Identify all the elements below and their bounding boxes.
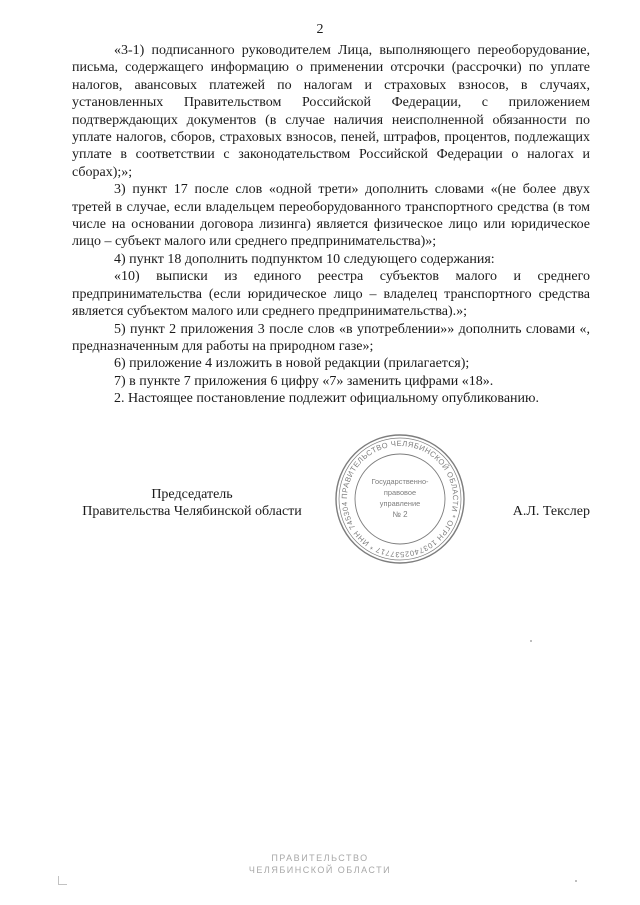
- seal-center-line-1: Государственно-: [371, 477, 429, 486]
- signatory-title-line-1: Председатель: [151, 487, 233, 502]
- signatory-title: [72, 486, 312, 521]
- scan-speck: [530, 640, 532, 642]
- paragraph-item-4: 4) пункт 18 дополнить подпунктом 10 следующего содержания:: [114, 251, 495, 267]
- paragraph-publication: 2. Настоящее постановление подлежит официальному опубликованию.: [114, 391, 539, 407]
- document-body: [72, 42, 590, 408]
- seal-center-line-3: управление: [379, 499, 421, 508]
- footer-line-2: ЧЕЛЯБИНСКОЙ ОБЛАСТИ: [248, 865, 392, 875]
- signatory-name: А.Л. Текслер: [512, 504, 590, 519]
- footer-line-1: ПРАВИТЕЛЬСТВО: [271, 853, 369, 863]
- seal-ring-text: ПРАВИТЕЛЬСТВО ЧЕЛЯБИНСКОЙ ОБЛАСТИ * ОГРН 1037402537717 * ИНН 745304: [339, 438, 461, 560]
- paragraph-subitem-10: «10) выписки из единого реестра субъектов малого и среднего предпринимательства (если юридическое лицо – владелец транспортного средства является субъектом малого или среднего предпринимательства).»;: [72, 269, 590, 320]
- paragraph-item-5: 5) пункт 2 приложения 3 после слов «в употреблении»» дополнить словами «, предназначенным для работы на природном газе»;: [72, 321, 590, 354]
- paragraph-item-6: 6) приложение 4 изложить в новой редакции (прилагается);: [114, 356, 470, 372]
- scan-speck: [575, 880, 577, 882]
- scan-corner-mark: [58, 876, 67, 885]
- paragraph-item-7: 7) в пункте 7 приложения 6 цифру «7» заменить цифрами «18».: [114, 373, 494, 389]
- paragraph-item-3: 3) пункт 17 после слов «одной трети» дополнить словами «(не более двух третей в случае, если владельцем переоборудованного транспортного средства (в том числе на основании договора лизинга) является физическое лицо или юридическое лицо – субъект малого или среднего предпринимательства)»;: [72, 182, 590, 250]
- signature-block: [72, 486, 590, 526]
- paragraph-3-1: «3-1) подписанного руководителем Лица, выполняющего переоборудование, письма, содержащего информацию о применении отсрочки (рассрочки) по уплате налогов, авансовых платежей по налогам и страховых взносов, в случаях, установленных Правительством Российской Федерации, с приложением подтверждающих документов (в случае наличия неисполненной обязанности по уплате налогов, сборов, страховых взносов, пеней, штрафов, процентов, подлежащих уплате в соответствии с законодательством Российской Федерации о налогах и сборах);»;: [72, 43, 590, 180]
- signatory-title-line-2: Правительства Челябинской области: [82, 504, 302, 520]
- footer-watermark: [0, 852, 640, 876]
- seal-center-line-2: правовое: [383, 488, 417, 497]
- seal-center-line-4: № 2: [392, 510, 408, 519]
- page-number: 2: [316, 22, 324, 37]
